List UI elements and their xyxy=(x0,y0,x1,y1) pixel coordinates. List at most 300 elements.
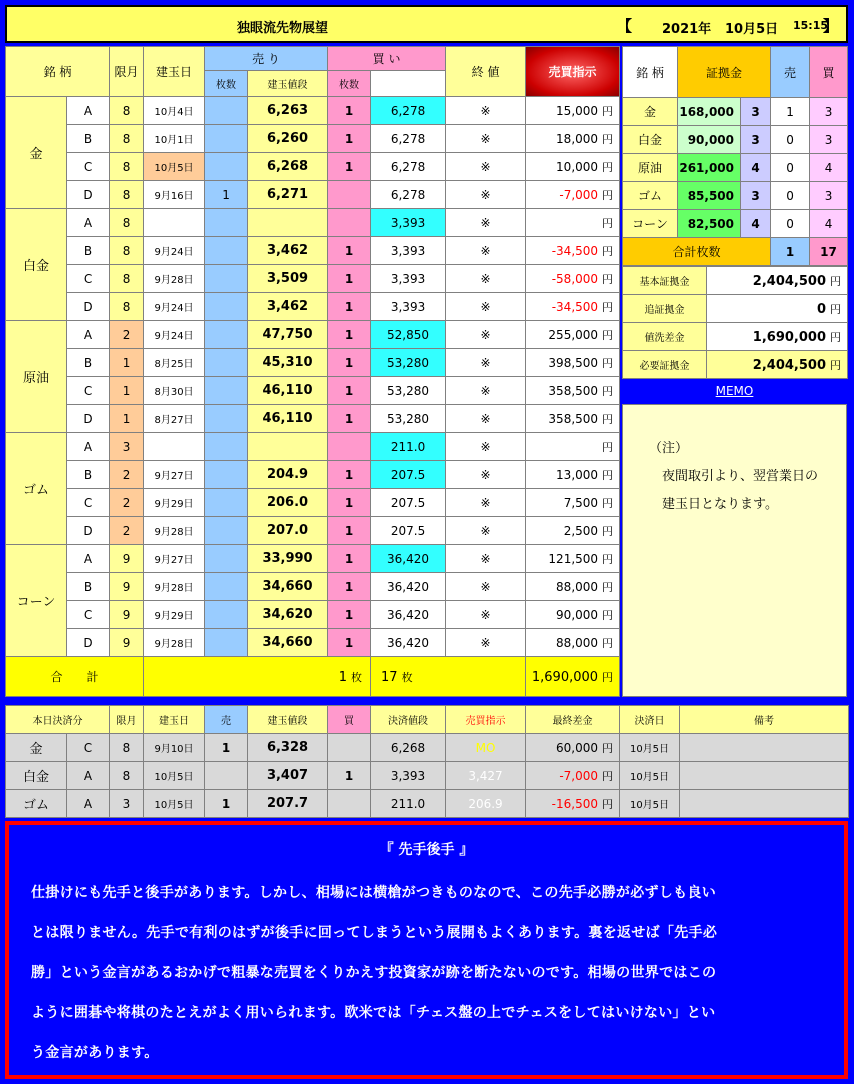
limit-month: 1 xyxy=(110,377,144,405)
table-row xyxy=(6,209,620,237)
margin-total-sell: 1 xyxy=(771,238,810,266)
open-price: 6,260 xyxy=(248,125,328,153)
settle-date: 10月5日 xyxy=(620,762,680,790)
page-title: 独眼流先物展望 xyxy=(237,21,329,36)
open-date: 9月28日 xyxy=(144,517,205,545)
contract-class: B xyxy=(67,237,110,265)
yen-unit: 円 xyxy=(602,160,614,174)
report-year: 2021年 xyxy=(662,22,712,37)
open-date: 10月1日 xyxy=(144,125,205,153)
contract-class: A xyxy=(67,209,110,237)
close-price: 207.5 xyxy=(371,461,446,489)
diff-value: 121,500 xyxy=(548,551,599,566)
memo-box xyxy=(622,404,847,697)
contract-class: C xyxy=(67,153,110,181)
yen-unit: 円 xyxy=(602,272,614,286)
margin-sell: 0 xyxy=(771,210,810,238)
buy-count: 1 xyxy=(328,125,371,153)
sell-count xyxy=(205,349,248,377)
valuation-diff xyxy=(526,153,620,181)
limit-month: 8 xyxy=(110,209,144,237)
settle-diff xyxy=(526,734,620,762)
sell-count xyxy=(205,209,248,237)
open-price: 34,660 xyxy=(248,573,328,601)
buy-count xyxy=(328,209,371,237)
settle-header-date: 建玉日 xyxy=(144,706,205,734)
table-row xyxy=(6,461,620,489)
valuation-diff xyxy=(526,321,620,349)
summary-row xyxy=(623,295,848,323)
settle-note xyxy=(680,734,849,762)
memo-label[interactable]: MEMO xyxy=(715,384,754,398)
contract-class: B xyxy=(67,349,110,377)
valuation-diff xyxy=(526,461,620,489)
yen-unit: 円 xyxy=(602,412,614,426)
settlement-header-row xyxy=(6,706,849,734)
margin-sell: 1 xyxy=(771,98,810,126)
close-price: 3,393 xyxy=(371,293,446,321)
totals-buy-unit: 枚 xyxy=(401,670,413,684)
commodity-name: コーン xyxy=(6,545,67,657)
proverb-body xyxy=(31,873,822,1073)
summary-value-cell xyxy=(707,295,848,323)
close-price: 36,420 xyxy=(371,573,446,601)
contract-class: D xyxy=(67,629,110,657)
summary-row xyxy=(623,267,848,295)
summary-row xyxy=(623,351,848,379)
valuation-diff xyxy=(526,181,620,209)
totals-sell xyxy=(144,657,371,697)
open-date: 8月30日 xyxy=(144,377,205,405)
settle-class: A xyxy=(67,762,110,790)
diff-value: 2,500 xyxy=(563,523,599,538)
settle-brand: 金 xyxy=(6,734,67,762)
summary-label: 基本証拠金 xyxy=(623,267,707,295)
open-price: 33,990 xyxy=(248,545,328,573)
open-price xyxy=(248,209,328,237)
margin-row xyxy=(623,98,848,126)
settle-open-date: 10月5日 xyxy=(144,762,205,790)
table-row xyxy=(6,517,620,545)
memo-line: 夜間取引より、翌営業日の xyxy=(649,469,819,484)
valuation-diff xyxy=(526,293,620,321)
yen-unit: 円 xyxy=(602,440,614,454)
sell-count xyxy=(205,433,248,461)
commodity-name: 原油 xyxy=(6,321,67,433)
sell-count xyxy=(205,377,248,405)
yen-unit: 円 xyxy=(602,496,614,510)
contract-class: A xyxy=(67,545,110,573)
sell-count xyxy=(205,489,248,517)
diff-value: 7,500 xyxy=(563,495,599,510)
sell-count xyxy=(205,629,248,657)
margin-brand: ゴム xyxy=(623,182,678,210)
table-row xyxy=(6,629,620,657)
settle-header-month: 限月 xyxy=(110,706,144,734)
margin-header-row xyxy=(623,47,848,98)
settle-sell: 1 xyxy=(205,790,248,818)
open-price: 46,110 xyxy=(248,405,328,433)
limit-month: 2 xyxy=(110,461,144,489)
settle-diff xyxy=(526,762,620,790)
settle-header-settle-date: 決済日 xyxy=(620,706,680,734)
col-header-buy: 買 い xyxy=(328,47,446,71)
margin-brand: 原油 xyxy=(623,154,678,182)
table-row xyxy=(6,153,620,181)
diff-value: 15,000 xyxy=(556,103,599,118)
table-row xyxy=(6,601,620,629)
valuation-diff xyxy=(526,209,620,237)
contract-class: A xyxy=(67,97,110,125)
buy-count: 1 xyxy=(328,293,371,321)
contract-class: B xyxy=(67,461,110,489)
yen-unit: 円 xyxy=(602,300,614,314)
title-bar xyxy=(5,5,848,43)
open-date: 9月27日 xyxy=(144,545,205,573)
limit-month: 1 xyxy=(110,405,144,433)
buy-count: 1 xyxy=(328,265,371,293)
settle-header-sell: 売 xyxy=(205,706,248,734)
open-date: 9月24日 xyxy=(144,237,205,265)
settle-class: A xyxy=(67,790,110,818)
settle-price: 211.0 xyxy=(371,790,446,818)
yen-unit: 円 xyxy=(602,580,614,594)
settle-header-diff: 最終差金 xyxy=(526,706,620,734)
open-date: 10月5日 xyxy=(144,153,205,181)
close-price: 6,278 xyxy=(371,181,446,209)
buy-count xyxy=(328,181,371,209)
margin-row xyxy=(623,154,848,182)
limit-month: 8 xyxy=(110,125,144,153)
contract-class: D xyxy=(67,405,110,433)
col-header-brand: 銘 柄 xyxy=(6,47,110,97)
valuation-diff xyxy=(526,573,620,601)
order-instruction: ※ xyxy=(446,265,526,293)
yen-unit: 円 xyxy=(602,670,614,684)
open-date: 9月29日 xyxy=(144,601,205,629)
settle-header-price: 建玉値段 xyxy=(248,706,328,734)
margin-buy: 4 xyxy=(810,154,848,182)
open-date: 9月28日 xyxy=(144,629,205,657)
settle-buy: 1 xyxy=(328,762,371,790)
open-price: 46,110 xyxy=(248,377,328,405)
proverb-line: ように囲碁や将棋のたとえがよく用いられます。欧米では「チェス盤の上でチェスをしてはいけない」とい xyxy=(31,1005,716,1021)
settlement-row xyxy=(6,762,849,790)
col-header-order: 売買指示 xyxy=(526,47,620,97)
settle-open-price: 207.7 xyxy=(248,790,328,818)
margin-total-row xyxy=(623,238,848,266)
contract-class: D xyxy=(67,181,110,209)
margin-sell: 0 xyxy=(771,182,810,210)
totals-label-a: 合 xyxy=(50,670,63,684)
table-row xyxy=(6,405,620,433)
margin-total-label: 合計枚数 xyxy=(623,238,771,266)
proverb-line: う金言があります。 xyxy=(31,1045,159,1061)
settle-date: 10月5日 xyxy=(620,734,680,762)
close-price: 36,420 xyxy=(371,545,446,573)
settlement-body xyxy=(6,706,849,818)
contract-class: B xyxy=(67,573,110,601)
col-header-sell: 売 り xyxy=(205,47,328,71)
open-price: 6,263 xyxy=(248,97,328,125)
valuation-diff xyxy=(526,489,620,517)
valuation-diff xyxy=(526,629,620,657)
open-price: 3,462 xyxy=(248,293,328,321)
date-open-bracket: 【 xyxy=(617,17,633,35)
table-row xyxy=(6,489,620,517)
sell-count xyxy=(205,573,248,601)
col-header-limit-month: 限月 xyxy=(110,47,144,97)
settle-header-name: 本日決済分 xyxy=(6,706,110,734)
margin-buy: 3 xyxy=(810,98,848,126)
close-price: 6,278 xyxy=(371,97,446,125)
table-row xyxy=(6,573,620,601)
yen-unit: 円 xyxy=(830,358,841,372)
buy-count: 1 xyxy=(328,97,371,125)
open-date: 9月24日 xyxy=(144,321,205,349)
settle-open-price: 3,407 xyxy=(248,762,328,790)
yen-unit: 円 xyxy=(830,302,841,316)
margin-header-buy: 買 xyxy=(810,47,848,98)
limit-month: 3 xyxy=(110,433,144,461)
positions-body xyxy=(6,47,620,697)
settle-class: C xyxy=(67,734,110,762)
diff-value: -7,000 xyxy=(559,187,599,202)
summary-row xyxy=(623,323,848,351)
proverb-line: 仕掛けにも先手と後手があります。しかし、相場には横槍がつきものなので、この先手必勝が必ずしも良い xyxy=(31,885,716,901)
margin-amount: 90,000 xyxy=(678,126,741,154)
totals-buy-count: 17 xyxy=(381,669,398,685)
yen-unit: 円 xyxy=(602,797,613,811)
table-row xyxy=(6,433,620,461)
sell-count xyxy=(205,517,248,545)
open-date xyxy=(144,209,205,237)
diff-value: 358,500 xyxy=(548,383,599,398)
margin-row xyxy=(623,126,848,154)
totals-sell-count: 1 xyxy=(338,669,348,685)
close-price: 52,850 xyxy=(371,321,446,349)
sell-count xyxy=(205,265,248,293)
table-row xyxy=(6,97,620,125)
table-row xyxy=(6,237,620,265)
report-date: 10月5日 xyxy=(725,22,779,37)
proverb-title: 『 先手後手 』 xyxy=(379,842,474,858)
settle-brand: ゴム xyxy=(6,790,67,818)
diff-value: 88,000 xyxy=(556,579,599,594)
settle-order: 206.9 xyxy=(446,790,526,818)
col-header-open-date: 建玉日 xyxy=(144,47,205,97)
commodity-name: ゴム xyxy=(6,433,67,545)
margin-brand: 金 xyxy=(623,98,678,126)
settle-buy xyxy=(328,790,371,818)
summary-body xyxy=(623,267,848,379)
table-row xyxy=(6,545,620,573)
sell-count xyxy=(205,125,248,153)
order-instruction: ※ xyxy=(446,97,526,125)
yen-unit: 円 xyxy=(602,244,614,258)
settlement-table xyxy=(5,705,849,818)
close-price: 6,278 xyxy=(371,125,446,153)
contract-class: C xyxy=(67,377,110,405)
contract-class: C xyxy=(67,601,110,629)
yen-unit: 円 xyxy=(602,741,613,755)
open-date: 9月28日 xyxy=(144,573,205,601)
open-price: 6,268 xyxy=(248,153,328,181)
summary-label: 値洗差金 xyxy=(623,323,707,351)
margin-header-margin: 証拠金 xyxy=(678,47,771,98)
yen-unit: 円 xyxy=(602,552,614,566)
order-instruction: ※ xyxy=(446,461,526,489)
limit-month: 8 xyxy=(110,153,144,181)
margin-sell: 0 xyxy=(771,154,810,182)
summary-label: 必要証拠金 xyxy=(623,351,707,379)
margin-count: 3 xyxy=(741,126,771,154)
margin-buy: 3 xyxy=(810,182,848,210)
col-header-sell-count: 枚数 xyxy=(205,71,248,97)
open-price: 6,271 xyxy=(248,181,328,209)
margin-count: 3 xyxy=(741,182,771,210)
margin-buy: 3 xyxy=(810,126,848,154)
settle-month: 8 xyxy=(110,762,144,790)
open-price: 3,509 xyxy=(248,265,328,293)
diff-value: 10,000 xyxy=(556,159,599,174)
valuation-diff xyxy=(526,349,620,377)
settle-open-date: 9月10日 xyxy=(144,734,205,762)
proverb-line: 勝」という金言があるおかげで粗暴な売買をくりかえす投資家が跡を断たないのです。相場の世界ではこの xyxy=(31,965,717,981)
valuation-diff xyxy=(526,97,620,125)
order-instruction: ※ xyxy=(446,237,526,265)
table-row xyxy=(6,377,620,405)
contract-class: B xyxy=(67,125,110,153)
settle-order: MO xyxy=(446,734,526,762)
margin-header-brand: 銘 柄 xyxy=(623,47,678,98)
buy-count: 1 xyxy=(328,517,371,545)
limit-month: 9 xyxy=(110,573,144,601)
limit-month: 8 xyxy=(110,265,144,293)
diff-value: 358,500 xyxy=(548,411,599,426)
open-date: 8月27日 xyxy=(144,405,205,433)
yen-unit: 円 xyxy=(602,216,614,230)
positions-table xyxy=(5,46,620,697)
sell-count: 1 xyxy=(205,181,248,209)
settle-price: 6,268 xyxy=(371,734,446,762)
table-row xyxy=(6,293,620,321)
diff-value: -34,500 xyxy=(551,299,599,314)
close-price: 6,278 xyxy=(371,153,446,181)
buy-count: 1 xyxy=(328,629,371,657)
sell-count xyxy=(205,321,248,349)
commodity-name: 白金 xyxy=(6,209,67,321)
close-price: 53,280 xyxy=(371,349,446,377)
close-price: 36,420 xyxy=(371,629,446,657)
margin-row xyxy=(623,210,848,238)
summary-value-cell xyxy=(707,267,848,295)
totals-diff-value: 1,690,000 xyxy=(531,669,599,685)
diff-value: 18,000 xyxy=(556,131,599,146)
open-price: 3,462 xyxy=(248,237,328,265)
diff-value: 88,000 xyxy=(556,635,599,650)
open-price: 206.0 xyxy=(248,489,328,517)
summary-value: 0 xyxy=(816,301,826,317)
settle-header-buy: 買 xyxy=(328,706,371,734)
close-price: 207.5 xyxy=(371,517,446,545)
open-date: 9月29日 xyxy=(144,489,205,517)
yen-unit: 円 xyxy=(830,330,841,344)
open-date: 9月27日 xyxy=(144,461,205,489)
close-price: 53,280 xyxy=(371,377,446,405)
summary-value: 2,404,500 xyxy=(752,273,826,289)
diff-value: 13,000 xyxy=(556,467,599,482)
valuation-diff xyxy=(526,517,620,545)
settle-order: 3,427 xyxy=(446,762,526,790)
order-instruction: ※ xyxy=(446,629,526,657)
open-price: 34,620 xyxy=(248,601,328,629)
settle-note xyxy=(680,790,849,818)
limit-month: 1 xyxy=(110,349,144,377)
buy-count: 1 xyxy=(328,573,371,601)
contract-class: C xyxy=(67,265,110,293)
open-price: 45,310 xyxy=(248,349,328,377)
summary-label: 追証拠金 xyxy=(623,295,707,323)
table-row xyxy=(6,321,620,349)
open-date: 9月24日 xyxy=(144,293,205,321)
buy-count: 1 xyxy=(328,405,371,433)
order-instruction: ※ xyxy=(446,293,526,321)
limit-month: 9 xyxy=(110,629,144,657)
settle-note xyxy=(680,762,849,790)
margin-buy: 4 xyxy=(810,210,848,238)
settlement-row xyxy=(6,734,849,762)
margin-table xyxy=(622,46,848,266)
limit-month: 8 xyxy=(110,181,144,209)
memo-line: （注） xyxy=(649,441,689,456)
open-price: 47,750 xyxy=(248,321,328,349)
table-row xyxy=(6,349,620,377)
close-price: 53,280 xyxy=(371,405,446,433)
summary-value-cell xyxy=(707,351,848,379)
valuation-diff xyxy=(526,237,620,265)
table-row xyxy=(6,125,620,153)
open-date: 10月4日 xyxy=(144,97,205,125)
sell-count xyxy=(205,97,248,125)
buy-count xyxy=(328,433,371,461)
table-row xyxy=(6,181,620,209)
date-close-bracket: 】 xyxy=(822,17,838,35)
commodity-name: 金 xyxy=(6,97,67,209)
close-price: 3,393 xyxy=(371,209,446,237)
settle-buy xyxy=(328,734,371,762)
order-instruction: ※ xyxy=(446,377,526,405)
settle-month: 8 xyxy=(110,734,144,762)
yen-unit: 円 xyxy=(830,274,841,288)
col-header-close: 終 値 xyxy=(446,47,526,97)
close-price: 3,393 xyxy=(371,265,446,293)
contract-class: D xyxy=(67,293,110,321)
margin-header-sell: 売 xyxy=(771,47,810,98)
limit-month: 8 xyxy=(110,293,144,321)
order-instruction: ※ xyxy=(446,489,526,517)
margin-amount: 168,000 xyxy=(678,98,741,126)
totals-buy xyxy=(371,657,526,697)
margin-total-buy: 17 xyxy=(810,238,848,266)
settle-price: 3,393 xyxy=(371,762,446,790)
buy-count: 1 xyxy=(328,601,371,629)
margin-brand: コーン xyxy=(623,210,678,238)
diff-value: -34,500 xyxy=(551,243,599,258)
contract-class: A xyxy=(67,321,110,349)
totals-diff xyxy=(526,657,620,697)
order-instruction: ※ xyxy=(446,405,526,433)
